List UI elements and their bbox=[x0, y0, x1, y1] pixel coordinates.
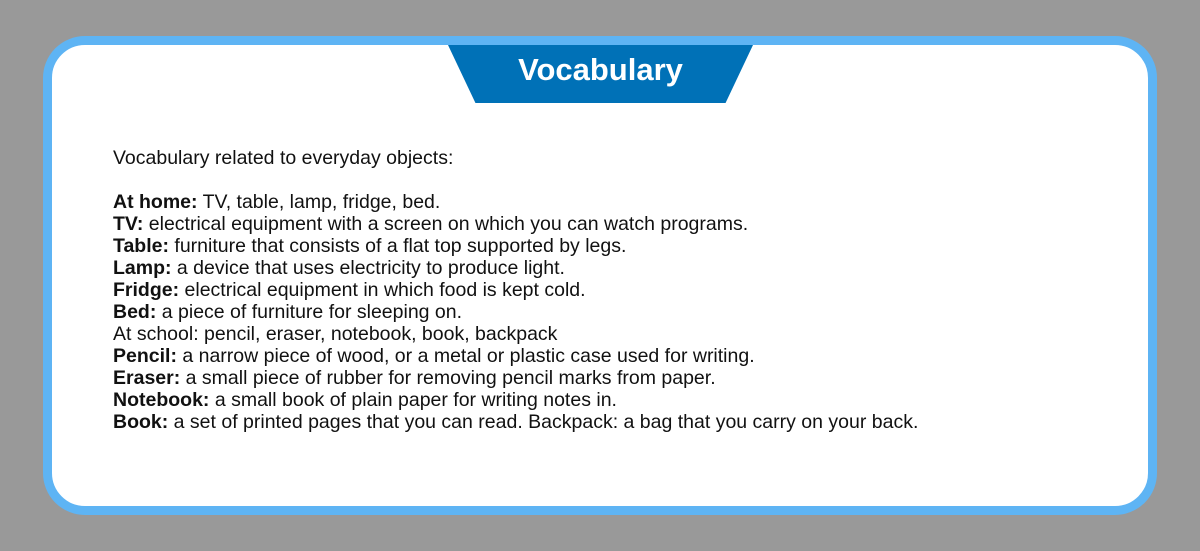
vocabulary-content bbox=[113, 147, 1113, 433]
vocab-line-bed bbox=[113, 301, 1113, 323]
vocab-definition: a device that uses electricity to produce light. bbox=[171, 257, 565, 279]
vocab-line-lamp bbox=[113, 257, 1113, 279]
vocab-definition: furniture that consists of a flat top supported by legs. bbox=[168, 235, 627, 257]
vocab-definition: a small piece of rubber for removing pencil marks from paper. bbox=[180, 367, 716, 389]
vocab-definition: electrical equipment in which food is kept cold. bbox=[179, 279, 586, 301]
intro-text: Vocabulary related to everyday objects: bbox=[113, 147, 454, 169]
vocab-term: Table: bbox=[113, 235, 169, 257]
vocab-definition: a small book of plain paper for writing notes in. bbox=[209, 389, 617, 411]
vocab-term: Pencil: bbox=[113, 345, 177, 367]
vocab-term: Lamp: bbox=[113, 257, 172, 279]
vocab-term: At home: bbox=[113, 191, 198, 213]
vocab-term: Eraser: bbox=[113, 367, 181, 389]
page-title: Vocabulary bbox=[518, 52, 683, 87]
vocab-line-notebook bbox=[113, 389, 1113, 411]
vocab-term: Bed: bbox=[113, 301, 157, 323]
vocab-line-table bbox=[113, 235, 1113, 257]
vocab-definition: TV, table, lamp, fridge, bed. bbox=[197, 191, 441, 213]
vocab-definition: a set of printed pages that you can read. Backpack: a bag that you carry on your back. bbox=[168, 411, 919, 433]
vocab-term: TV: bbox=[113, 213, 144, 235]
vocab-term: Book: bbox=[113, 411, 169, 433]
vocab-definition: a piece of furniture for sleeping on. bbox=[156, 301, 463, 323]
vocab-definition: a narrow piece of wood, or a metal or plastic case used for writing. bbox=[176, 345, 755, 367]
vocab-line-at-school bbox=[113, 323, 1113, 345]
vocab-definition: At school: pencil, eraser, notebook, book, backpack bbox=[113, 323, 558, 345]
vocab-definition: electrical equipment with a screen on which you can watch programs. bbox=[143, 213, 749, 235]
vocab-term: Fridge: bbox=[113, 279, 180, 301]
vocab-line-book bbox=[113, 411, 1113, 433]
vocab-line-pencil bbox=[113, 345, 1113, 367]
vocab-term: Notebook: bbox=[113, 389, 210, 411]
vocab-line-fridge bbox=[113, 279, 1113, 301]
vocab-line-at-home bbox=[113, 191, 1113, 213]
vocab-line-eraser bbox=[113, 367, 1113, 389]
vocab-line-tv bbox=[113, 213, 1113, 235]
